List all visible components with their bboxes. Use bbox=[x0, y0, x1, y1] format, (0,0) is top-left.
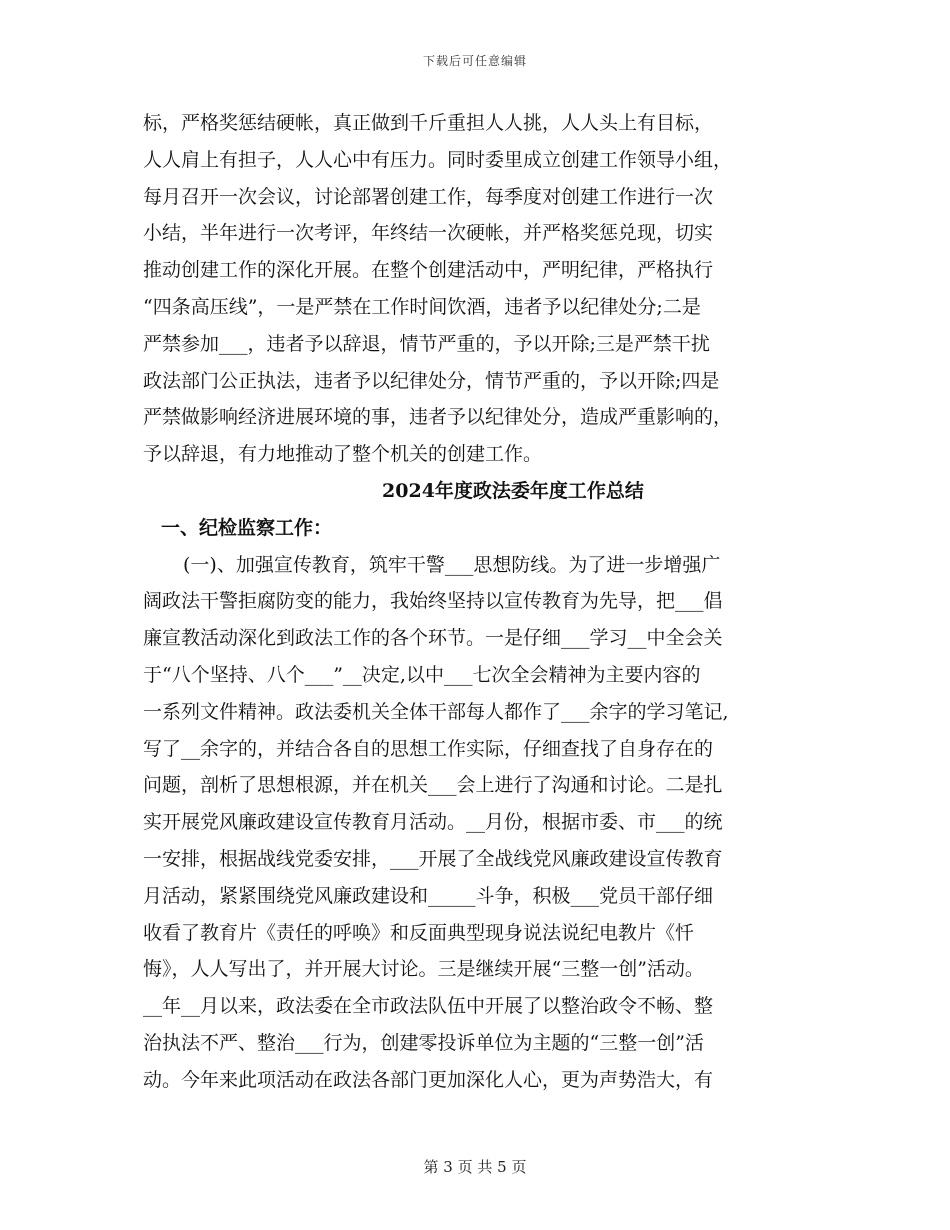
body-line: 严禁做影响经济进展环境的事，违者予以纪律处分，造成严重影响的， bbox=[143, 406, 733, 429]
body-line: 问题，剖析了思想根源，并在机关___会上进行了沟通和讨论。二是扎 bbox=[143, 774, 723, 797]
body-line: 月活动，紧紧围绕党风廉政建设和_____斗争，积极___党员干部仔细 bbox=[143, 884, 714, 907]
body-line: 收看了教育片《责任的呼唤》和反面典型现身说法说纪电教片《忏 bbox=[143, 921, 695, 944]
body-line: “四条高压线”，一是严禁在工作时间饮酒，违者予以纪律处分;二是 bbox=[143, 295, 701, 318]
body-line: 推动创建工作的深化开展。在整个创建活动中，严明纪律，严格执行 bbox=[143, 259, 714, 282]
body-line: 人人肩上有担子，人人心中有压力。同时委里成立创建工作领导小组， bbox=[143, 148, 733, 171]
body-line: 写了__余字的，并结合各自的思想工作实际，仔细查找了自身存在的 bbox=[143, 737, 714, 760]
body-line: 实开展党风廉政建设宣传教育月活动。__月份，根据市委、市___的统 bbox=[143, 811, 723, 834]
body-line: 小结，半年进行一次考评，年终结一次硬帐，并严格奖惩兑现，切实 bbox=[143, 222, 714, 245]
body-line: 标，严格奖惩结硬帐，真正做到千斤重担人人挑，人人头上有目标， bbox=[143, 112, 714, 134]
body-line: (一)、加强宣传教育，筑牢干警___思想防线。为了进一步增强广 bbox=[183, 553, 721, 576]
body-line: 予以辞退，有力地推动了整个机关的创建工作。 bbox=[143, 443, 543, 466]
body-line: 一安排，根据战线党委安排，___开展了全战线党风廉政建设宣传教育 bbox=[143, 847, 723, 870]
document-body bbox=[143, 105, 823, 1099]
page-number-footer: 第 3 页 共 5 页 bbox=[423, 1158, 527, 1176]
body-line: 严禁参加___，违者予以辞退，情节严重的，予以开除;三是严禁干扰 bbox=[143, 332, 710, 355]
body-line: 于“八个坚持、八个___”__决定,以中___七次全会精神为主要内容的 bbox=[143, 663, 701, 686]
body-line: 一系列文件精神。政法委机关全体干部每人都作了___余字的学习笔记, bbox=[143, 700, 729, 723]
document-title: 2024年度政法委年度工作总结 bbox=[382, 479, 644, 502]
body-line: 治执法不严、整治___行为，创建零投诉单位为主题的“三整一创”活 bbox=[143, 1031, 704, 1054]
body-line: 政法部门公正执法，违者予以纪律处分，情节严重的，予以开除;四是 bbox=[143, 369, 720, 392]
body-line: 廉宣教活动深化到政法工作的各个环节。一是仔细___学习__中全会关 bbox=[143, 627, 723, 650]
body-line: 每月召开一次会议，讨论部署创建工作，每季度对创建工作进行一次 bbox=[143, 185, 714, 208]
section-heading: 一、纪检监察工作： bbox=[161, 516, 333, 539]
body-line: 动。今年来此项活动在政法各部门更加深化人心，更为声势浩大，有 bbox=[143, 1068, 714, 1091]
body-line: __年__月以来，政法委在全市政法队伍中开展了以整治政令不畅、整 bbox=[143, 995, 714, 1018]
body-line: 悔》，人人写出了，并开展大讨论。三是继续开展“三整一创”活动。 bbox=[143, 958, 704, 981]
page-header-note: 下载后可任意编辑 bbox=[422, 54, 527, 68]
body-line: 阔政法干警拒腐防变的能力，我始终坚持以宣传教育为先导，把___倡 bbox=[143, 590, 723, 613]
